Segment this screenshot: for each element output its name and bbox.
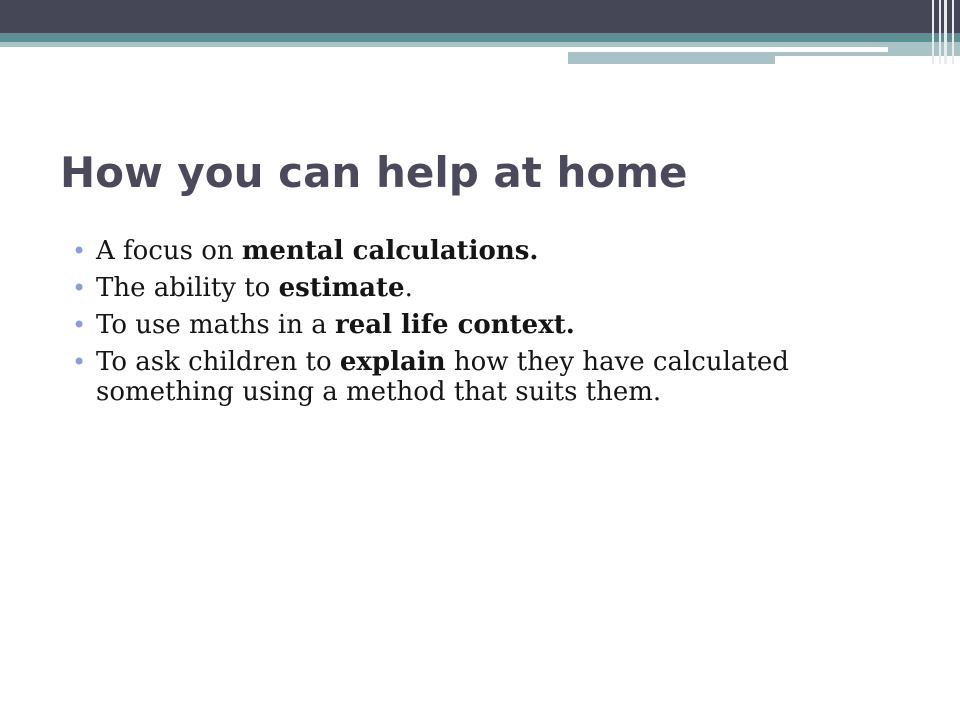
header-band-light [0,42,568,47]
bullet-emphasis: explain [339,347,446,377]
bullet-text: The ability to [96,273,279,303]
header-vertical-lines [928,0,960,64]
bullet-item [72,236,872,266]
bullet-dot: • [72,274,87,302]
bullet-dot: • [72,311,87,339]
header-band-teal [0,33,960,42]
bullet-dot: • [72,348,87,376]
bullet-item [72,310,872,340]
header-band-dark [0,0,960,33]
bullet-text: To ask children to [96,347,340,377]
bullet-text: A focus on [96,236,242,266]
bullet-emphasis: real life context. [335,310,575,340]
bullet-dot: • [72,237,87,265]
bullet-text-tail: how they have calculated something using a method that suits them. [96,347,789,407]
header-band-gap [568,47,888,52]
bullet-item [72,273,872,303]
bullet-text: To use maths in a [96,310,336,340]
bullet-item [72,347,872,407]
bullet-text-tail: . [404,273,413,303]
bullet-emphasis: estimate [278,273,405,303]
slide-title: How you can help at home [60,148,688,197]
bullet-emphasis: mental calculations. [241,236,539,266]
bullet-list [72,236,872,414]
